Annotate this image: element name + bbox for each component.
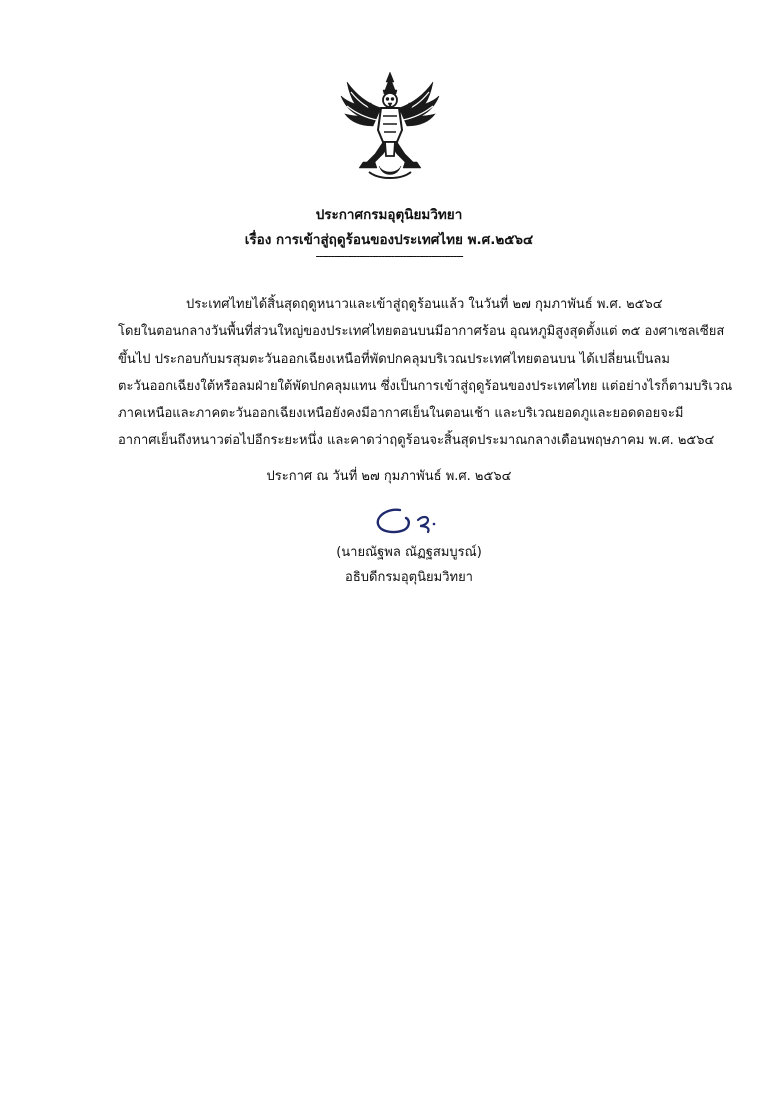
body-line: อากาศเย็นถึงหนาวต่อไปอีกระยะหนึ่ง และคาดว่าฤดูร้อนจะสิ้นสุดประมาณกลางเดือนพฤษภาคม พ.ศ. ๒๕๖๔	[118, 433, 715, 449]
announcement-subject: เรื่อง การเข้าสู่ฤดูร้อนของประเทศไทย พ.ศ.๒๕๖๔	[244, 232, 534, 248]
body-line: โดยในตอนกลางวันพื้นที่ส่วนใหญ่ของประเทศไทยตอนบนมีอากาศร้อน อุณหภูมิสูงสุดตั้งแต่ ๓๕ องศาเซลเซียส	[118, 324, 725, 340]
announcement-date: ประกาศ ณ วันที่ ๒๗ กุมภาพันธ์ พ.ศ. ๒๕๖๔	[266, 469, 512, 484]
announcement-title: ประกาศกรมอุตุนิยมวิทยา	[315, 207, 463, 223]
body-line: ประเทศไทยได้สิ้นสุดฤดูหนาวและเข้าสู่ฤดูร้อนแล้ว ในวันที่ ๒๗ กุมภาพันธ์ พ.ศ. ๒๕๖๔	[186, 297, 663, 312]
signer-position: อธิบดีกรมอุตุนิยมวิทยา	[345, 570, 473, 585]
title-divider: -----------------------------------------------	[315, 249, 463, 263]
signer-name: (นายณัฐพล ณัฏฐสมบูรณ์)	[336, 545, 482, 560]
announcement-body	[118, 291, 733, 455]
body-line: ภาคเหนือและภาคตะวันออกเฉียงเหนือยังคงมีอากาศเย็นในตอนเช้า และบริเวณยอดภูและยอดดอยจะมี	[118, 406, 684, 422]
garuda-emblem-icon	[339, 70, 441, 182]
handwritten-signature	[370, 500, 460, 540]
body-line: ขึ้นไป ประกอบกับมรสุมตะวันออกเฉียงเหนือที่พัดปกคลุมบริเวณประเทศไทยตอนบน ได้เปลี่ยนเป็นลม	[118, 351, 670, 367]
body-line: ตะวันออกเฉียงใต้หรือลมฝ่ายใต้พัดปกคลุมแทน ซึ่งเป็นการเข้าสู่ฤดูร้อนของประเทศไทย แต่อย่างไรก็ตามบริเวณ	[118, 378, 733, 394]
